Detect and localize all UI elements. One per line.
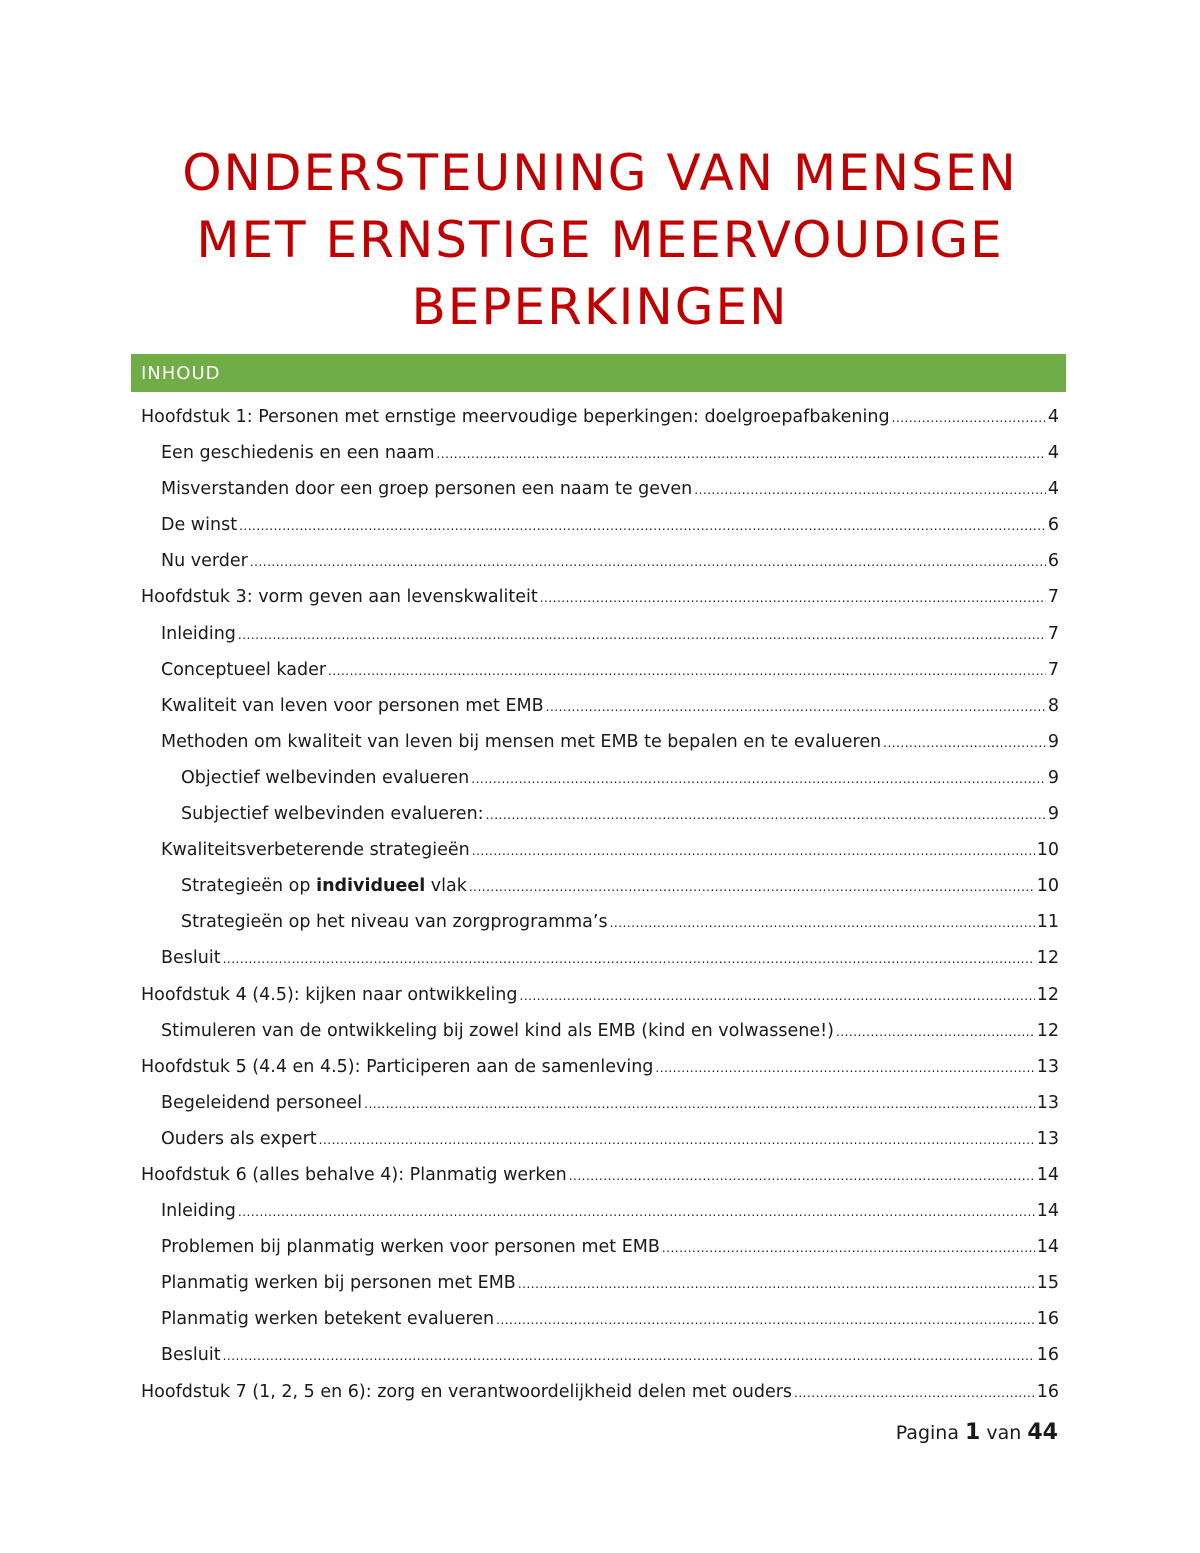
footer-prefix: Pagina [895, 1422, 959, 1444]
toc-page-number: 7 [1047, 623, 1059, 644]
toc-dot-leader [892, 400, 1046, 436]
toc-dot-leader [238, 1194, 1035, 1230]
document-title [0, 140, 1200, 341]
toc-entry-text: Planmatig werken betekent evalueren [161, 1309, 495, 1330]
toc-entry[interactable] [141, 507, 1059, 543]
toc-entry[interactable] [141, 471, 1059, 507]
toc-dot-leader [836, 1014, 1035, 1050]
toc-entry-text: Hoofdstuk 7 (1, 2, 5 en 6): zorg en verantwoordelijkheid delen met ouders [141, 1381, 793, 1402]
toc-entry[interactable] [141, 1049, 1059, 1085]
toc-entry[interactable] [141, 796, 1059, 832]
toc-page-number: 16 [1036, 1381, 1059, 1402]
toc-entry[interactable] [141, 977, 1059, 1013]
toc-dot-leader [364, 1086, 1035, 1122]
toc-entry-text: Inleiding [161, 623, 236, 644]
toc-entry-text: Hoofdstuk 4 (4.5): kijken naar ontwikkeling [141, 984, 518, 1005]
toc-dot-leader [238, 617, 1046, 653]
toc-dot-leader [694, 472, 1046, 508]
toc-entry-text: Problemen bij planmatig werken voor personen met EMB [161, 1237, 660, 1258]
toc-entry-text: Misverstanden door een groep personen een naam te geven [161, 479, 693, 500]
toc-page-number: 7 [1047, 659, 1059, 680]
toc-dot-leader [520, 978, 1035, 1014]
footer-middle: van [986, 1422, 1022, 1444]
toc-entry-text: Objectief welbevinden evalueren [181, 767, 470, 788]
toc-dot-leader [794, 1375, 1035, 1411]
toc-entry[interactable] [141, 1301, 1059, 1337]
toc-dot-leader [471, 761, 1046, 797]
toc-dot-leader [540, 580, 1046, 616]
toc-entry[interactable] [141, 760, 1059, 796]
toc-page-number: 4 [1047, 479, 1059, 500]
toc-entry-text: Hoofdstuk 5 (4.4 en 4.5): Participeren aan de samenleving [141, 1056, 654, 1077]
toc-entry[interactable] [141, 1229, 1059, 1265]
toc-entry[interactable] [141, 1085, 1059, 1121]
toc-entry-text: Hoofdstuk 6 (alles behalve 4): Planmatig werken [141, 1164, 567, 1185]
toc-dot-leader [496, 1302, 1035, 1338]
toc-entry[interactable] [141, 543, 1059, 579]
toc-entry-text: Ouders als expert [161, 1128, 317, 1149]
toc-page-number: 11 [1036, 912, 1059, 933]
title-line-3: BEPERKINGEN [411, 278, 789, 336]
toc-entry-text: Hoofdstuk 1: Personen met ernstige meervoudige beperkingen: doelgroepafbakening [141, 407, 890, 427]
toc-entry-text: Strategieën op het niveau van zorgprogramma’s [181, 912, 608, 933]
toc-entry-text-part: vlak [430, 876, 467, 897]
toc-dot-leader [223, 1338, 1035, 1374]
footer-total-pages: 44 [1027, 1420, 1058, 1445]
toc-entry[interactable] [141, 1013, 1059, 1049]
toc-page-number: 16 [1036, 1345, 1059, 1366]
toc-entry[interactable] [141, 904, 1059, 940]
page-footer [0, 1420, 1058, 1445]
toc-dot-leader [486, 797, 1046, 833]
toc-page-number: 9 [1047, 804, 1059, 825]
toc-page-number: 15 [1036, 1273, 1059, 1294]
toc-entry-text: Conceptueel kader [161, 659, 327, 680]
toc-entry-text: Een geschiedenis en een naam [161, 443, 435, 464]
toc-page-number: 4 [1047, 443, 1059, 464]
toc-page-number: 9 [1047, 767, 1059, 788]
toc-entry-text: Subjectief welbevinden evalueren: [181, 804, 484, 825]
toc-entry[interactable] [141, 832, 1059, 868]
toc-entry[interactable] [141, 688, 1059, 724]
toc-page-number: 6 [1047, 551, 1059, 572]
toc-entry-text: Stimuleren van de ontwikkeling bij zowel kind als EMB (kind en volwassene!) [161, 1020, 834, 1041]
toc-entry[interactable] [141, 399, 1059, 435]
title-line-1: ONDERSTEUNING VAN MENSEN [182, 144, 1018, 202]
toc-entry[interactable] [141, 1265, 1059, 1301]
toc-entry-text: Planmatig werken bij personen met EMB [161, 1273, 516, 1294]
table-of-contents [141, 399, 1059, 1410]
toc-page-number: 13 [1036, 1092, 1059, 1113]
toc-page-number: 6 [1047, 515, 1059, 536]
toc-dot-leader [569, 1158, 1035, 1194]
toc-dot-leader [250, 544, 1046, 580]
toc-entry[interactable] [141, 940, 1059, 976]
toc-entry[interactable] [141, 1193, 1059, 1229]
toc-entry-text: De winst [161, 515, 238, 536]
toc-entry[interactable] [141, 868, 1059, 904]
toc-page-number: 14 [1036, 1237, 1059, 1258]
toc-dot-leader [472, 833, 1035, 869]
toc-entry-text: Hoofdstuk 3: vorm geven aan levenskwaliteit [141, 587, 538, 608]
toc-dot-leader [518, 1266, 1035, 1302]
toc-entry-text: Inleiding [161, 1201, 236, 1222]
toc-page-number: 12 [1036, 984, 1059, 1005]
toc-page-number: 4 [1047, 407, 1059, 427]
toc-dot-leader [662, 1230, 1035, 1266]
toc-entry[interactable] [141, 1337, 1059, 1373]
toc-entry-bold-word: individueel [316, 876, 426, 897]
toc-page-number: 16 [1036, 1309, 1059, 1330]
toc-entry[interactable] [141, 1374, 1059, 1410]
toc-page-number: 13 [1036, 1056, 1059, 1077]
toc-entry-text: Methoden om kwaliteit van leven bij mensen met EMB te bepalen en te evalueren [161, 731, 882, 752]
toc-dot-leader [239, 508, 1046, 544]
toc-dot-leader [437, 436, 1046, 472]
toc-entry-text: Nu verder [161, 551, 248, 572]
toc-entry-text: Besluit [161, 948, 221, 969]
toc-dot-leader [883, 725, 1046, 761]
toc-entry[interactable] [141, 724, 1059, 760]
toc-dot-leader [223, 941, 1035, 977]
toc-page-number: 8 [1047, 695, 1059, 716]
toc-entry-text: Besluit [161, 1345, 221, 1366]
footer-current-page: 1 [965, 1420, 981, 1445]
toc-entry-text-part: Strategieën op [181, 876, 311, 897]
toc-heading: INHOUD [131, 354, 1066, 392]
toc-entry-text: Kwaliteit van leven voor personen met EMB [161, 695, 544, 716]
toc-page-number: 9 [1047, 731, 1059, 752]
toc-page-number: 10 [1036, 840, 1059, 861]
toc-page-number: 14 [1036, 1164, 1059, 1185]
toc-entry[interactable] [141, 579, 1059, 615]
toc-page-number: 13 [1036, 1128, 1059, 1149]
toc-dot-leader [655, 1050, 1034, 1086]
toc-dot-leader [469, 869, 1035, 905]
toc-dot-leader [546, 689, 1046, 725]
toc-entry-text: Begeleidend personeel [161, 1092, 363, 1113]
toc-entry[interactable] [141, 652, 1059, 688]
toc-dot-leader [328, 653, 1046, 689]
toc-dot-leader [610, 905, 1035, 941]
toc-page-number: 12 [1036, 948, 1059, 969]
toc-entry-text: Kwaliteitsverbeterende strategieën [161, 840, 470, 861]
toc-page-number: 14 [1036, 1201, 1059, 1222]
toc-entry[interactable] [141, 1121, 1059, 1157]
toc-entry[interactable] [141, 1157, 1059, 1193]
toc-page-number: 10 [1036, 876, 1059, 897]
title-line-2: MET ERNSTIGE MEERVOUDIGE [196, 211, 1004, 269]
toc-entry[interactable] [141, 616, 1059, 652]
toc-entry[interactable] [141, 435, 1059, 471]
toc-page-number: 7 [1047, 587, 1059, 608]
toc-entry-text [181, 868, 467, 904]
toc-page-number: 12 [1036, 1020, 1059, 1041]
toc-dot-leader [319, 1122, 1035, 1158]
